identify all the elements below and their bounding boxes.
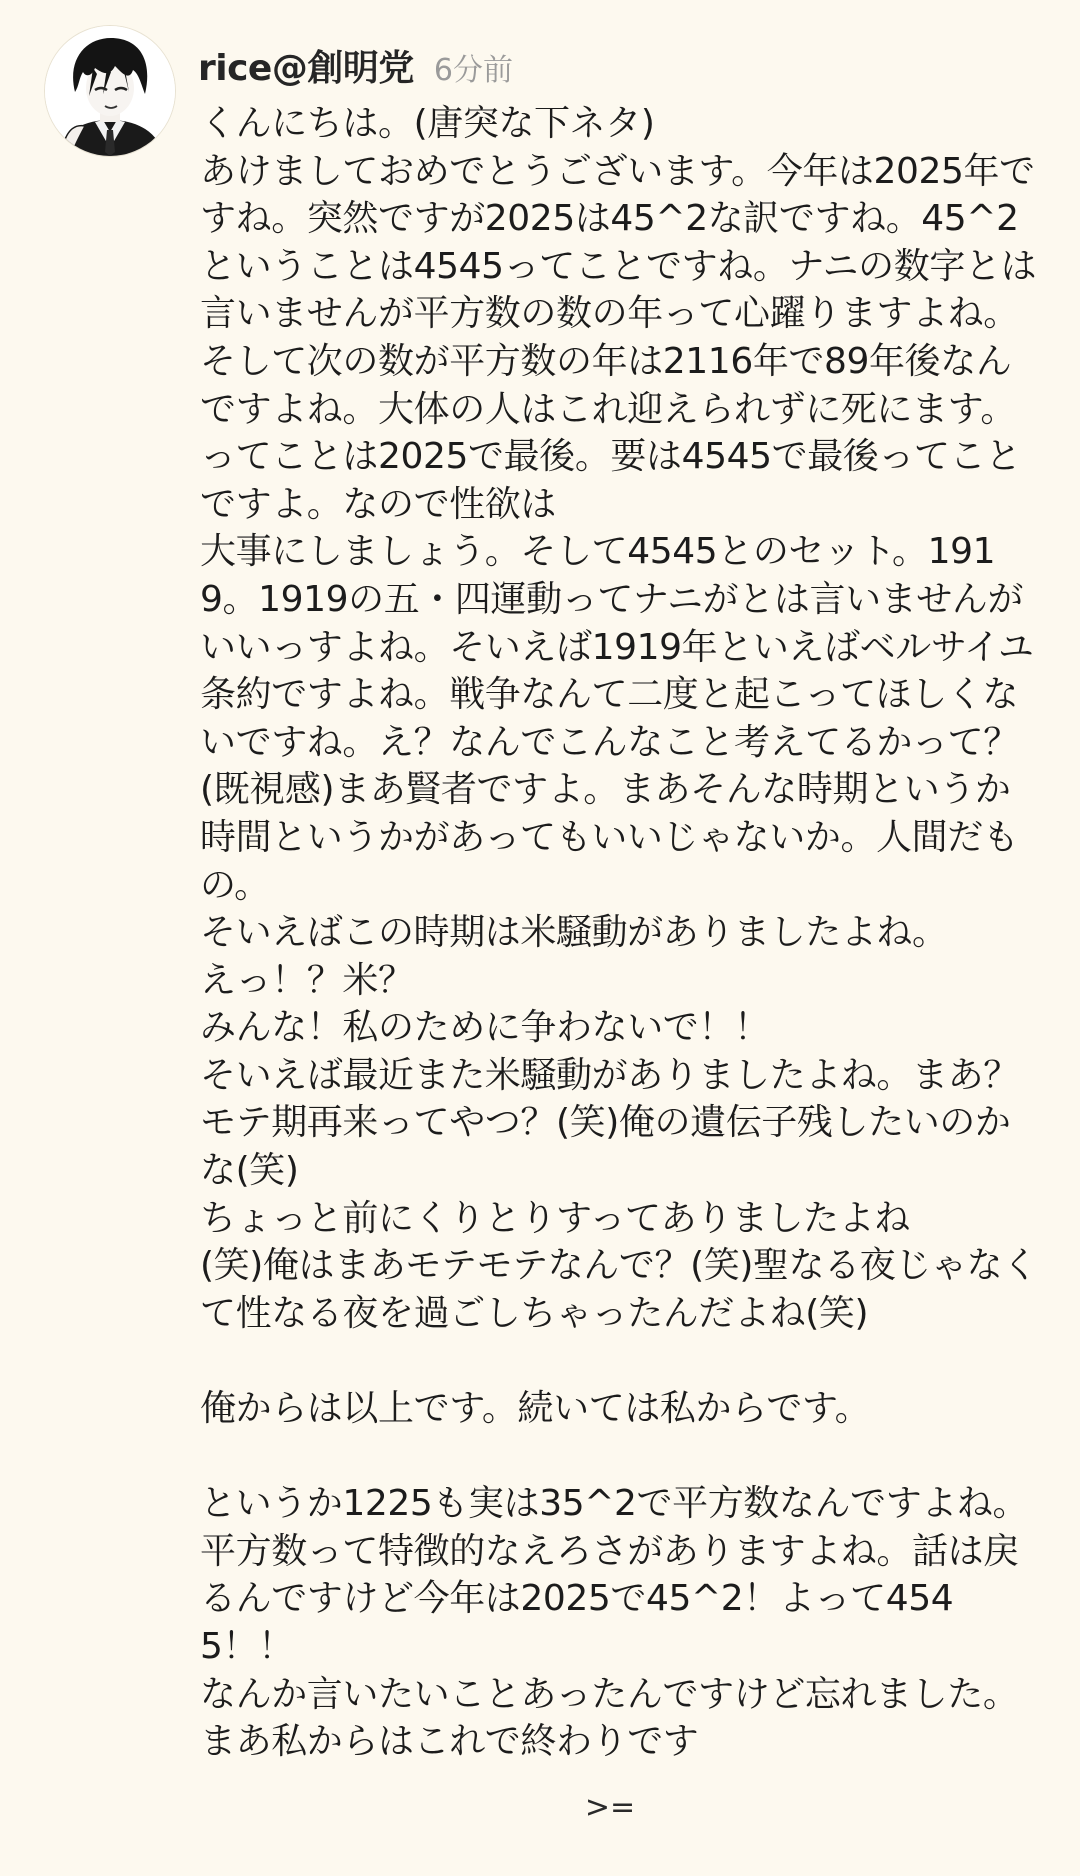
username[interactable]: rice@創明党 <box>198 48 414 89</box>
comment-header <box>198 40 513 96</box>
expand-toggle[interactable]: >= <box>584 1790 636 1825</box>
comment-body: くんにちは。(唐突な下ネタ) あけましておめでとうございます。今年は2025年ですね。突然ですが2025は45^2な訳ですね。45^2ということは4545ってことですね。ナニの数字とは言いませんが平方数の数の年って心躍りますよね。そして次の数が平方数の年は2116年で89年後なんですよね。大体の人はこれ迎えられずに死にます。ってことは2025で最後。要は4545で最後ってことですよ。なので性欲は 大事にしましょう。そして4545とのセット。1919。1919の五・四運動ってナニがとは言いませんがいいっすよね。そいえば1919年といえばベルサイユ条約ですよね。戦争なんて二度と起こってほしくないですね。え？なんでこんなこと考えてるかって？(既視感)まあ賢者ですよ。まあそんな時期というか時間というかがあってもいいじゃないか。人間だもの。 そいえばこの時期は米騒動がありましたよね。 えっ！？米？ みんな！私のために争わないで！！ そいえば最近また米騒動がありましたよね。まあ？モテ期再来ってやつ？(笑)俺の遺伝子残したいのかな(笑) ちょっと前にくりとりすってありましたよね (笑)俺はまあモテモテなんで？(笑)聖なる夜じゃなくて性なる夜を過ごしちゃったんだよね(笑) 俺からは以上です。続いては私からです。 というか1225も実は35^2で平方数なんですよね。平方数って特徴的なえろさがありますよね。話は戻るんですけど今年は2025で45^2！よって4545！！ なんか言いたいことあったんですけど忘れました。 まあ私からはこれで終わりです <box>200 103 1038 1763</box>
anime-avatar-icon <box>45 26 175 156</box>
timestamp: 6分前 <box>433 53 513 88</box>
user-avatar[interactable] <box>45 26 175 156</box>
